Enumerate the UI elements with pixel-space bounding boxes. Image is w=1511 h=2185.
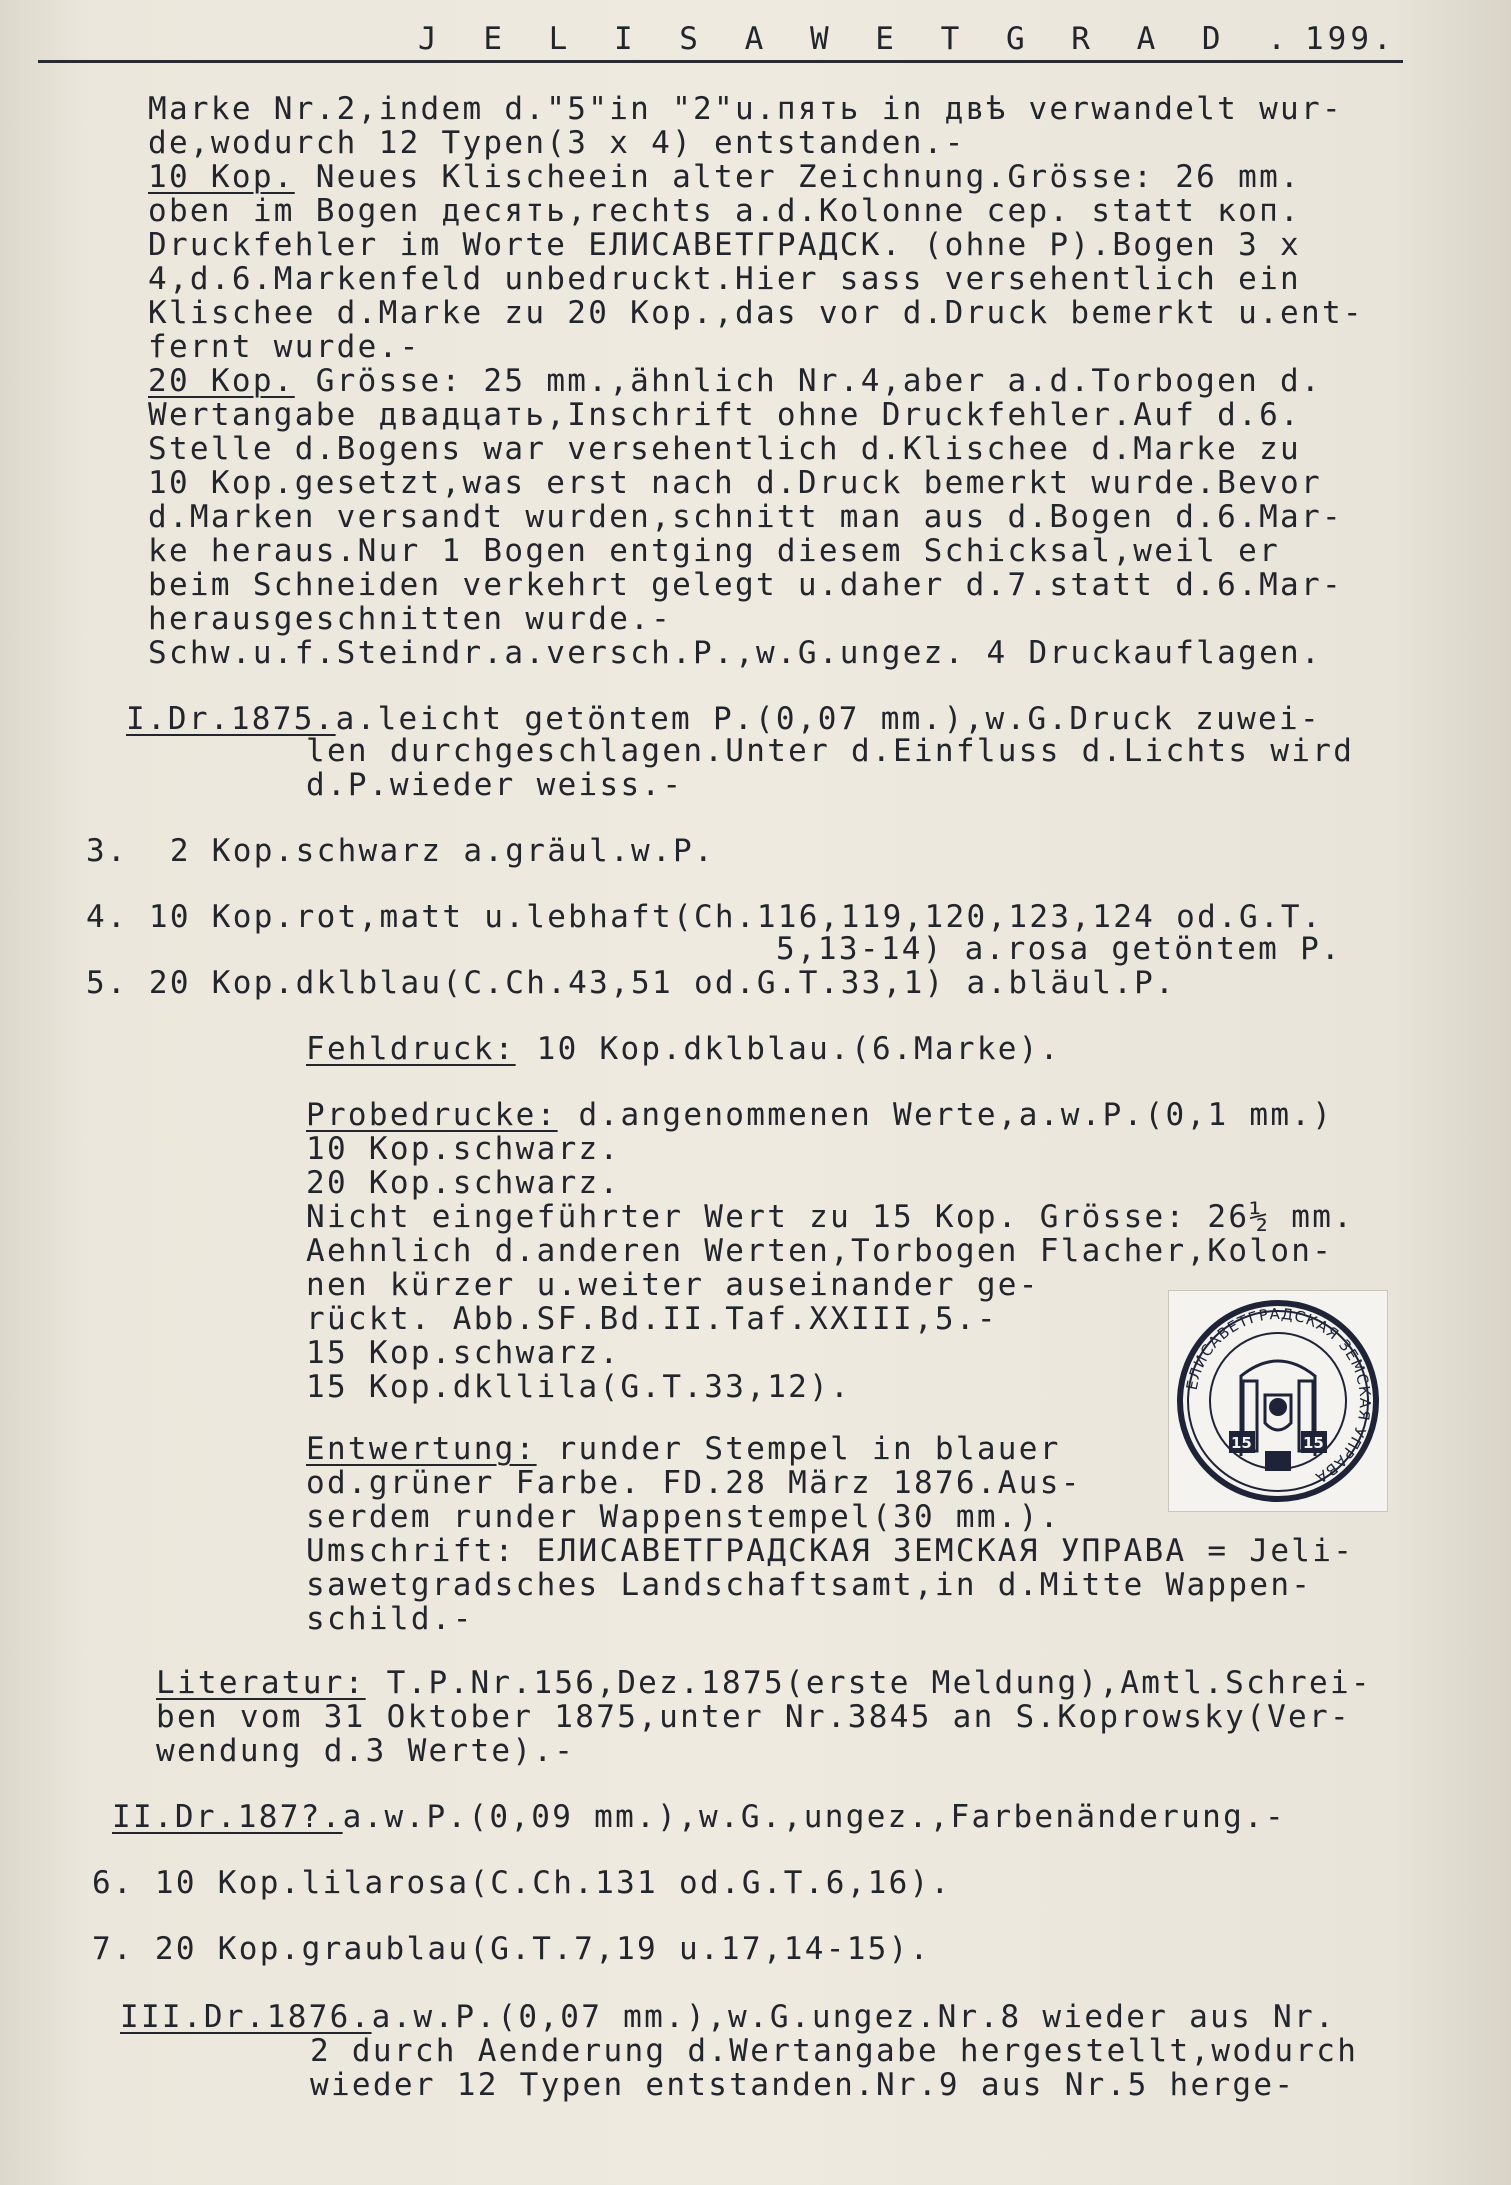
probedrucke-line: 20 Kop.schwarz.	[306, 1165, 621, 1201]
seal-icon	[1169, 1291, 1387, 1511]
catalog-item-continuation: 5,13-14) a.rosa getöntem P.	[776, 931, 1343, 967]
page-header-title: J E L I S A W E T G R A D .	[418, 21, 1300, 57]
literatur-first	[156, 1666, 1372, 1700]
druck1-first-text: a.leicht getöntem P.(0,07 mm.),w.G.Druck zuwei-	[335, 701, 1321, 737]
probedrucke-line: 15 Kop.schwarz.	[306, 1335, 621, 1371]
header-rule	[38, 60, 1403, 63]
kop10-first-text: Neues Klischeein alter Zeichnung.Grösse: 26 mm.	[294, 159, 1302, 195]
kop10-line: Druckfehler im Worte ЕЛИСАВЕТГРАДСК. (ohne P).Bogen 3 x	[148, 227, 1301, 263]
catalog-item: 6. 10 Kop.lilarosa(C.Ch.131 od.G.T.6,16).	[92, 1865, 952, 1901]
kop20-first-text: Grösse: 25 mm.,ähnlich Nr.4,aber a.d.Torbogen d.	[294, 363, 1322, 399]
druck1-first	[126, 702, 1321, 736]
page-number: 199.	[1305, 21, 1396, 57]
druck3-first	[120, 2000, 1336, 2034]
literatur-label: Literatur:	[156, 1665, 366, 1701]
kop10-line: Klischee d.Marke zu 20 Kop.,das vor d.Druck bemerkt u.ent-	[148, 295, 1364, 331]
kop20-line: 10 Kop.gesetzt,was erst nach d.Druck bemerkt wurde.Bevor	[148, 465, 1322, 501]
druck1-label: I.Dr.1875.	[126, 701, 336, 737]
catalog-item: 4. 10 Kop.rot,matt u.lebhaft(Ch.116,119,120,123,124 od.G.T.	[86, 899, 1323, 935]
literatur-line: ben vom 31 Oktober 1875,unter Nr.3845 an S.Koprowsky(Ver-	[156, 1699, 1351, 1735]
postmark-image	[1168, 1290, 1388, 1512]
catalog-item: 7. 20 Kop.graublau(G.T.7,19 u.17,14-15).	[92, 1931, 931, 1967]
intro-line: de,wodurch 12 Typen(3 x 4) entstanden.-	[148, 125, 966, 161]
catalog-item: 3. 2 Kop.schwarz a.gräul.w.P.	[86, 833, 715, 869]
entwertung-line: schild.-	[306, 1601, 474, 1637]
intro-line: Marke Nr.2,indem d."5"in "2"u.пять in двѣ verwandelt wur-	[148, 91, 1343, 127]
kop20-line: beim Schneiden verkehrt gelegt u.daher d.7.statt d.6.Mar-	[148, 567, 1343, 603]
entwertung-first	[306, 1432, 1061, 1466]
kop20-line: d.Marken versandt wurden,schnitt man aus d.Bogen d.6.Mar-	[148, 499, 1343, 535]
probedrucke-label: Probedrucke:	[306, 1097, 558, 1133]
druck3-label: III.Dr.1876.	[120, 1999, 372, 2035]
kop10-line: fernt wurde.-	[148, 329, 421, 365]
catalog-item: 5. 20 Kop.dklblau(C.Ch.43,51 od.G.T.33,1) a.bläul.P.	[86, 965, 1177, 1001]
kop20-line: Wertangabe двадцать,Inschrift ohne Druckfehler.Auf d.6.	[148, 397, 1301, 433]
kop20-label: 20 Kop.	[148, 363, 295, 399]
kop20-paragraph-first	[148, 364, 1322, 398]
druck1-line: d.P.wieder weiss.-	[306, 767, 684, 803]
druck3-line: 2 durch Aenderung d.Wertangabe hergestellt,wodurch	[310, 2033, 1359, 2069]
kop10-paragraph-first	[148, 160, 1301, 194]
kop10-line: 4,d.6.Markenfeld unbedruckt.Hier sass versehentlich ein	[148, 261, 1301, 297]
entwertung-first-text: runder Stempel in blauer	[536, 1431, 1061, 1467]
probedrucke-first	[306, 1098, 1333, 1132]
kop20-line: Schw.u.f.Steindr.a.versch.P.,w.G.ungez. 4 Druckauflagen.	[148, 635, 1322, 671]
kop20-line: herausgeschnitten wurde.-	[148, 601, 673, 637]
entwertung-line: Umschrift: ЕЛИСАВЕТГРАДСКАЯ ЗЕМСКАЯ УПРАВА = Jeli-	[306, 1533, 1355, 1569]
entwertung-line: serdem runder Wappenstempel(30 mm.).	[306, 1499, 1061, 1535]
entwertung-line: sawetgradsches Landschaftsamt,in d.Mitte Wappen-	[306, 1567, 1313, 1603]
kop20-line: Stelle d.Bogens war versehentlich d.Klischee d.Marke zu	[148, 431, 1301, 467]
fehldruck-line	[306, 1032, 1061, 1066]
druck2-text: a.w.P.(0,09 mm.),w.G.,ungez.,Farbenänderung.-	[342, 1799, 1286, 1835]
probedrucke-line: Nicht eingeführter Wert zu 15 Kop. Grösse: 26½ mm.	[306, 1199, 1355, 1235]
druck2-line	[112, 1800, 1286, 1834]
entwertung-label: Entwertung:	[306, 1431, 537, 1467]
fehldruck-text: 10 Kop.dklblau.(6.Marke).	[515, 1031, 1061, 1067]
probedrucke-line: 15 Kop.dkllila(G.T.33,12).	[306, 1369, 852, 1405]
probedrucke-line: rückt. Abb.SF.Bd.II.Taf.XXIII,5.-	[306, 1301, 998, 1337]
literatur-line: wendung d.3 Werte).-	[156, 1733, 576, 1769]
druck2-label: II.Dr.187?.	[112, 1799, 343, 1835]
fehldruck-label: Fehldruck:	[306, 1031, 516, 1067]
probedrucke-line: Aehnlich d.anderen Werten,Torbogen Flacher,Kolon-	[306, 1233, 1334, 1269]
druck3-line: wieder 12 Typen entstanden.Nr.9 aus Nr.5 herge-	[310, 2067, 1296, 2103]
literatur-first-text: T.P.Nr.156,Dez.1875(erste Meldung),Amtl.Schrei-	[365, 1665, 1372, 1701]
probedrucke-line: nen kürzer u.weiter auseinander ge-	[306, 1267, 1040, 1303]
druck1-line: len durchgeschlagen.Unter d.Einfluss d.Lichts wird	[306, 733, 1355, 769]
kop10-label: 10 Kop.	[148, 159, 295, 195]
seal-ring-text: ЕЛИСАВЕТГРАДСКАЯ ЗЕМСКАЯ УПРАВА	[1182, 1304, 1375, 1488]
probedrucke-line: 10 Kop.schwarz.	[306, 1131, 621, 1167]
probedrucke-first-text: d.angenommenen Werte,a.w.P.(0,1 mm.)	[557, 1097, 1334, 1133]
seal-value-right: 15	[1303, 1434, 1324, 1452]
druck3-first-text: a.w.P.(0,07 mm.),w.G.ungez.Nr.8 wieder aus Nr.	[371, 1999, 1336, 2035]
entwertung-line: od.grüner Farbe. FD.28 März 1876.Aus-	[306, 1465, 1082, 1501]
kop10-line: oben im Bogen десять,rechts a.d.Kolonne cep. statt коп.	[148, 193, 1301, 229]
seal-value-left: 15	[1231, 1434, 1252, 1452]
kop20-line: ke heraus.Nur 1 Bogen entging diesem Schicksal,weil er	[148, 533, 1281, 569]
